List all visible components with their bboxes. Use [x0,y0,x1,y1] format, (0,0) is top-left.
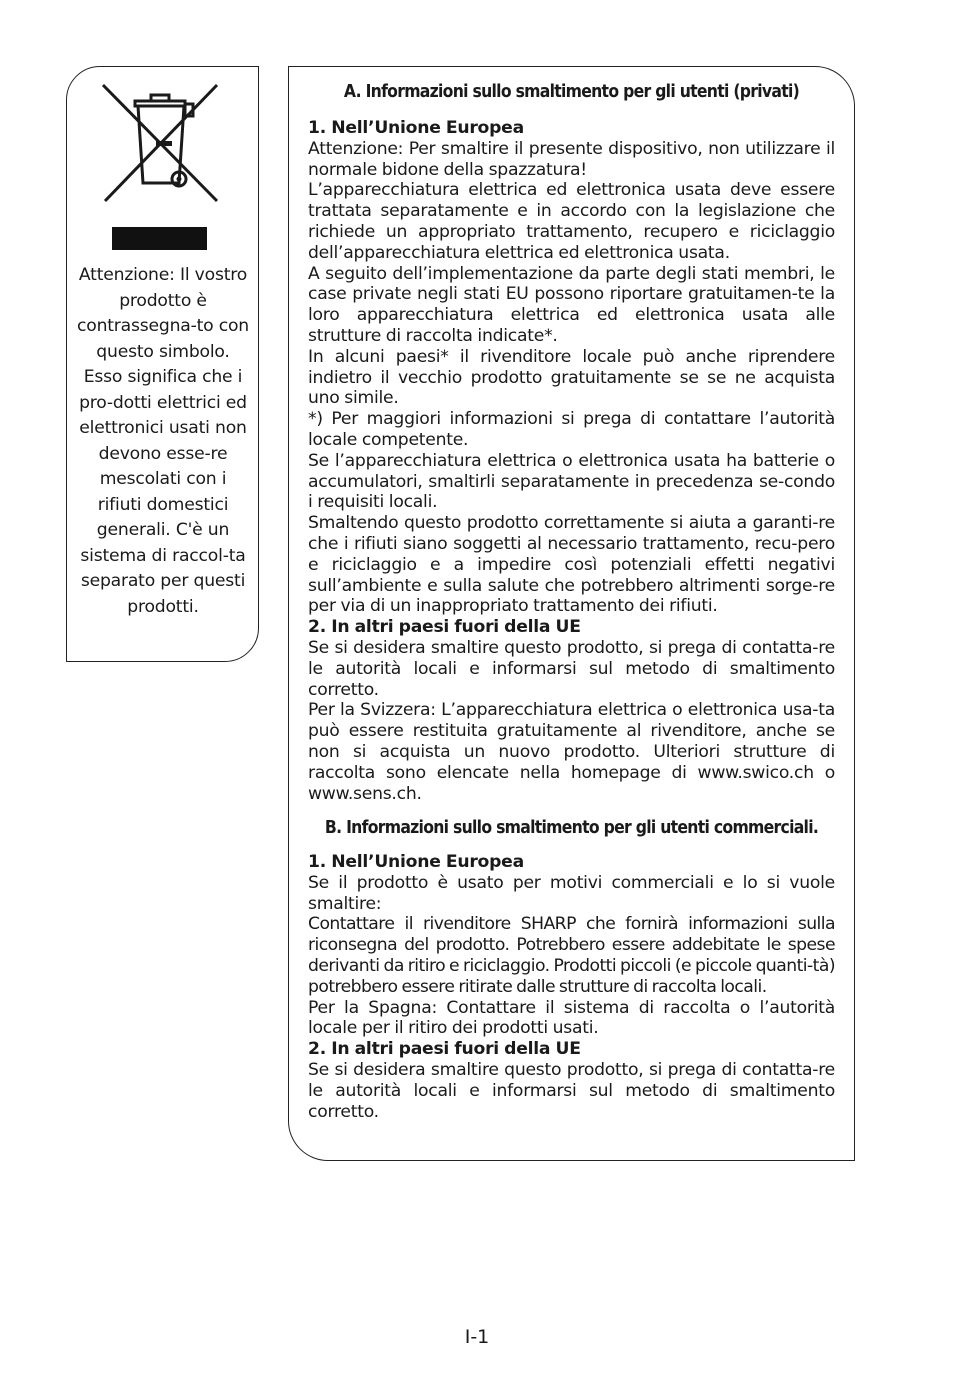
black-bar [112,227,207,250]
section-b-other-heading: 2. In altri paesi fuori della UE [308,1039,581,1060]
paragraph: Smaltendo questo prodotto correttamente si aiuta a garanti-re che i rifiuti siano soggetti al necessario trattamento, recu-pero e riciclaggio e a impedire così potenziali effetti negativi sull’ambiente e sulla salute che potrebbero altrimenti sorge-re per via di un inappropriato trattamento dei rifiuti. [308,513,835,617]
paragraph: L’apparecchiatura elettrica ed elettronica usata deve essere trattata separatamente e in accordo con la legislazione che richiede un appropriato trattamento, recupero e riciclaggio dell’apparecchiatura elettrica ed elettronica usata. [308,180,835,263]
paragraph: Per la Svizzera: L’apparecchiatura elettrica o elettronica usa-ta può essere restituita gratuitamente al rivenditore, anche se non si acquista un nuovo prodotto. Ulteriori strutture di raccolta sono elencate nella homepage di www.swico.ch o www.sens.ch. [308,700,835,804]
crossed-out-wheelie-bin-icon [101,83,221,205]
paragraph: In alcuni paesi* il rivenditore locale può anche riprendere indietro il vecchio prodotto gratuitamente se se ne acquista uno simile. [308,346,835,409]
section-a-body [308,118,835,804]
weee-notice-box [66,66,259,662]
section-a-other-heading: 2. In altri paesi fuori della UE [308,617,581,638]
section-b-title: B. Informazioni sullo smaltimento per gli utenti commerciali. [324,818,819,838]
paragraph: Se il prodotto è usato per motivi commerciali e lo si vuole smaltire: [308,872,835,914]
paragraph: Se l’apparecchiatura elettrica o elettronica usata ha batterie o accumulatori, smaltirli separatamente in precedenza se-condo i requisiti locali. [308,450,835,513]
weee-notice-text: Attenzione: Il vostro prodotto è contrassegna-to con questo simbolo. Esso significa che i pro-dotti elettrici ed elettronici usati non devono esse-re mescolati con i rifiuti domestici generali. C'è un sistema di raccol-ta separato per questi prodotti. [77,265,249,617]
section-b-eu-heading: 1. Nell’Unione Europea [308,852,524,872]
section-a-eu-heading: 1. Nell’Unione Europea [308,118,524,138]
section-a-title: A. Informazioni sullo smaltimento per gli utenti (privati) [343,82,800,102]
paragraph: Se si desidera smaltire questo prodotto, si prega di contatta-re le autorità locali e informarsi sul metodo di smaltimento corretto. [308,637,835,700]
page-number: I-1 [464,1326,490,1348]
paragraph: Per la Spagna: Contattare il sistema di raccolta o l’autorità locale per il ritiro dei prodotti usati. [308,997,835,1039]
paragraph: Contattare il rivenditore SHARP che fornirà informazioni sulla riconsegna del prodotto. Potrebbero essere addebitate le spese derivanti da ritiro e riciclaggio. Prodotti piccoli (e piccole quanti-tà) potrebbero essere ritirate dalle strutture di raccolta locali. [308,914,835,997]
paragraph: Attenzione: Per smaltire il presente dispositivo, non utilizzare il normale bidone della spazzatura! [308,138,835,180]
paragraph: Se si desidera smaltire questo prodotto, si prega di contatta-re le autorità locali e informarsi sul metodo di smaltimento corretto. [308,1059,835,1122]
paragraph: *) Per maggiori informazioni si prega di contattare l’autorità locale competente. [308,409,835,450]
disposal-information-box [288,66,855,1161]
paragraph: A seguito dell’implementazione da parte degli stati membri, le case private negli stati EU possono riportare gratuitamen-te la loro apparecchiatura elettrica ed elettronica usata alle strutture di raccolta indicate*. [308,263,835,346]
section-b-body [308,852,835,1122]
